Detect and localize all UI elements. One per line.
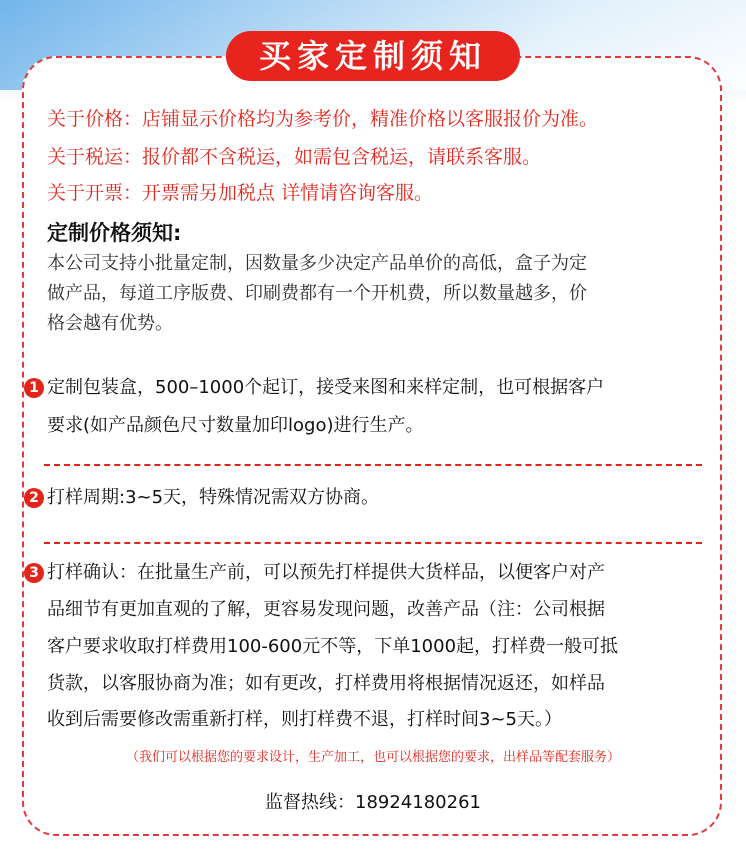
divider <box>44 464 702 466</box>
item-number-badge: 3 <box>24 563 44 583</box>
item-3-line-3: 客户要求收取打样费用100-600元不等，下单1000起，打样费一般可抵 <box>47 636 619 657</box>
notice-invoice: 关于开票：开票需另加税点 详情请咨询客服。 <box>47 182 434 204</box>
notice-price: 关于价格：店铺显示价格均为参考价，精准价格以客服报价为准。 <box>47 108 599 130</box>
pricing-heading: 定制价格须知: <box>47 221 182 245</box>
hotline: 监督热线：18924180261 <box>265 792 481 813</box>
item-2-line-1: 打样周期:3~5天，特殊情况需双方协商。 <box>47 487 380 508</box>
pricing-line-1: 本公司支持小批量定制，因数量多少决定产品单价的高低，盒子为定 <box>47 253 587 274</box>
item-3-line-2: 品细节有更加直观的了解，更容易发现问题，改善产品（注：公司根据 <box>47 599 605 620</box>
pricing-line-2: 做产品，每道工序版费、印刷费都有一个开机费，所以数量越多，价 <box>47 283 587 304</box>
item-3-line-1: 打样确认：在批量生产前，可以预先打样提供大货样品，以便客户对产 <box>47 562 605 583</box>
divider <box>44 542 702 544</box>
item-3-line-4: 货款，以客服协商为准；如有更改，打样费用将根据情况返还，如样品 <box>47 673 605 694</box>
page-title: 买家定制须知 <box>226 31 520 81</box>
item-1-line-2: 要求(如产品颜色尺寸数量加印logo)进行生产。 <box>47 415 424 436</box>
pricing-line-3: 格会越有优势。 <box>47 313 173 334</box>
notice-tax-shipping: 关于税运：报价都不含税运，如需包含税运，请联系客服。 <box>47 146 542 168</box>
item-1-line-1: 定制包装盒，500–1000个起订，接受来图和来样定制，也可根据客户 <box>47 377 605 398</box>
item-number-badge: 2 <box>24 488 44 508</box>
item-number-badge: 1 <box>24 378 44 398</box>
item-3-line-5: 收到后需要修改需重新打样，则打样费不退，打样时间3~5天。） <box>47 709 562 730</box>
service-note: （我们可以根据您的要求设计，生产加工，也可以根据您的要求，出样品等配套服务） <box>125 750 620 765</box>
